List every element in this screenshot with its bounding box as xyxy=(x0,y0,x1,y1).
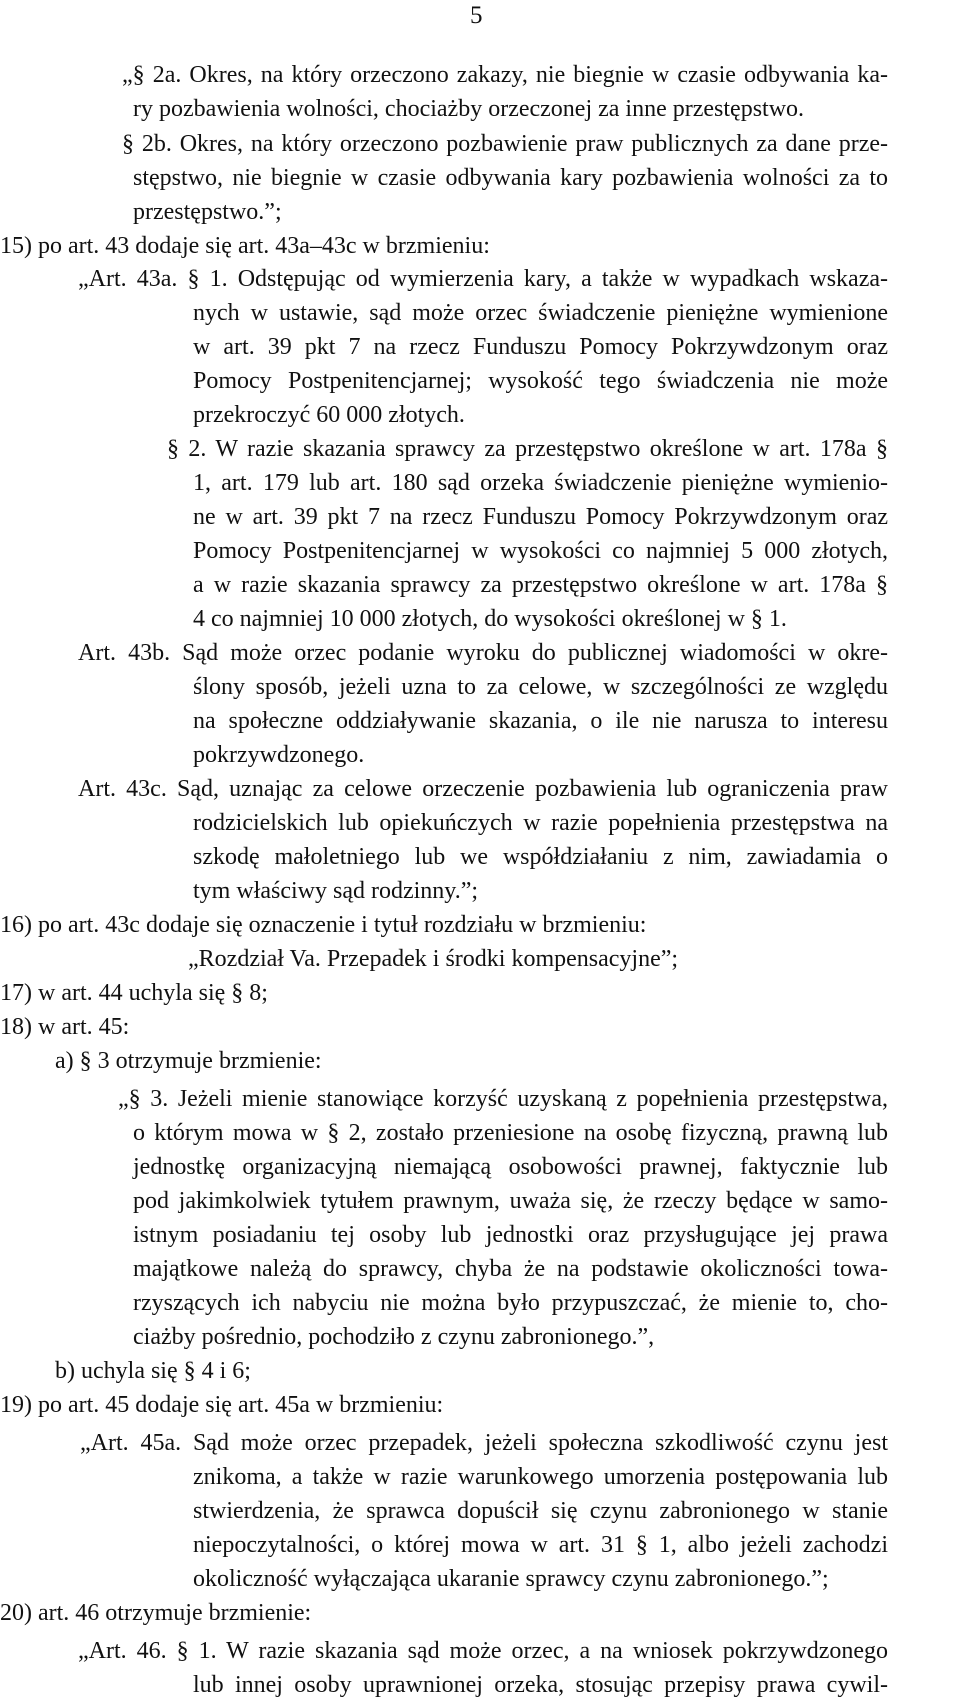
text-line: przekroczyć 60 000 złotych. xyxy=(193,402,465,428)
text-line: ślony sposób, jeżeli uzna to za celowe, w szczególności ze względu xyxy=(193,674,888,700)
text-line: przestępstwo.”; xyxy=(133,199,282,225)
text-line: 18) w art. 45: xyxy=(0,1014,130,1040)
text-line: majątkowe należą do sprawcy, chyba że na podstawie okoliczności towa- xyxy=(133,1256,888,1282)
text-line: pokrzywdzonego. xyxy=(193,742,365,768)
text-line: tym właściwy sąd rodzinny.”; xyxy=(193,878,479,904)
text-line: stępstwo, nie biegnie w czasie odbywania kary pozbawienia wolności za to xyxy=(133,165,888,191)
text-line: § 2b. Okres, na który orzeczono pozbawienie praw publicznych za dane prze- xyxy=(122,131,888,157)
text-line: Pomocy Postpenitencjarnej; wysokość tego świadczenia nie może xyxy=(193,368,888,394)
text-line: 1, art. 179 lub art. 180 sąd orzeka świadczenie pieniężne wymienio- xyxy=(193,470,888,496)
text-line: „Art. 46. § 1. W razie skazania sąd może orzec, a na wniosek pokrzywdzonego xyxy=(78,1638,888,1664)
text-line: 15) po art. 43 dodaje się art. 43a–43c w brzmieniu: xyxy=(0,233,490,259)
text-line: stwierdzenia, że sprawca dopuścił się czynu zabronionego w stanie xyxy=(193,1498,888,1524)
text-line: „Rozdział Va. Przepadek i środki kompensacyjne”; xyxy=(188,946,679,972)
text-line: „Art. 45a. Sąd może orzec przepadek, jeżeli społeczna szkodliwość czynu jest xyxy=(80,1430,888,1456)
text-line: b) uchyla się § 4 i 6; xyxy=(55,1358,251,1384)
text-line: a w razie skazania sprawcy za przestępstwo określone w art. 178a § xyxy=(193,572,888,598)
text-line: rzyszących ich nabyciu nie można było przypuszczać, że mienie to, cho- xyxy=(133,1290,888,1316)
text-line: rodzicielskich lub opiekuńczych w razie popełnienia przestępstwa na xyxy=(193,810,888,836)
text-line: niepoczytalności, o której mowa w art. 31 § 1, albo jeżeli zachodzi xyxy=(193,1532,888,1558)
text-line: ciażby pośrednio, pochodziło z czynu zabronionego.”, xyxy=(133,1324,655,1350)
text-line: szkodę małoletniego lub we współdziałaniu z nim, zawiadamia o xyxy=(193,844,888,870)
text-line: pod jakimkolwiek tytułem prawnym, uważa się, że rzeczy będące w samo- xyxy=(133,1188,888,1214)
page-number: 5 xyxy=(470,2,483,29)
text-line: okoliczność wyłączająca ukaranie sprawcy czynu zabronionego.”; xyxy=(193,1566,829,1592)
text-line: nych w ustawie, sąd może orzec świadczenie pieniężne wymienione xyxy=(193,300,888,326)
text-line: lub innej osoby uprawnionej orzeka, stosując przepisy prawa cywil- xyxy=(193,1672,888,1698)
text-line: 20) art. 46 otrzymuje brzmienie: xyxy=(0,1600,312,1626)
text-line: Art. 43b. Sąd może orzec podanie wyroku do publicznej wiadomości w okre- xyxy=(78,640,888,666)
text-line: w art. 39 pkt 7 na rzecz Funduszu Pomocy Pokrzywdzonym oraz xyxy=(193,334,888,360)
text-line: „Art. 43a. § 1. Odstępując od wymierzenia kary, a także w wypadkach wskaza- xyxy=(78,266,888,292)
text-line: „§ 3. Jeżeli mienie stanowiące korzyść uzyskaną z popełnienia przestępstwa, xyxy=(118,1086,888,1112)
text-line: 16) po art. 43c dodaje się oznaczenie i tytuł rozdziału w brzmieniu: xyxy=(0,912,647,938)
text-line: Pomocy Postpenitencjarnej w wysokości co najmniej 5 000 złotych, xyxy=(193,538,888,564)
text-line: Art. 43c. Sąd, uznając za celowe orzeczenie pozbawienia lub ograniczenia praw xyxy=(78,776,888,802)
text-line: ne w art. 39 pkt 7 na rzecz Funduszu Pomocy Pokrzywdzonym oraz xyxy=(193,504,888,530)
text-line: 19) po art. 45 dodaje się art. 45a w brzmieniu: xyxy=(0,1392,444,1418)
text-line: jednostkę organizacyjną niemającą osobowości prawnej, faktycznie lub xyxy=(133,1154,888,1180)
text-line: „§ 2a. Okres, na który orzeczono zakazy, nie biegnie w czasie odbywania ka- xyxy=(122,62,888,88)
text-line: a) § 3 otrzymuje brzmienie: xyxy=(55,1048,322,1074)
text-line: § 2. W razie skazania sprawcy za przestępstwo określone w art. 178a § xyxy=(167,436,888,462)
text-line: 17) w art. 44 uchyla się § 8; xyxy=(0,980,268,1006)
text-line: znikoma, a także w razie warunkowego umorzenia postępowania lub xyxy=(193,1464,888,1490)
text-line: 4 co najmniej 10 000 złotych, do wysokości określonej w § 1. xyxy=(193,606,787,632)
text-line: na społeczne oddziaływanie skazania, o ile nie narusza to interesu xyxy=(193,708,888,734)
text-line: o którym mowa w § 2, zostało przeniesione na osobę fizyczną, prawną lub xyxy=(133,1120,888,1146)
text-line: istnym posiadaniu tej osoby lub jednostki oraz przysługujące jej prawa xyxy=(133,1222,888,1248)
text-line: ry pozbawienia wolności, chociażby orzeczonej za inne przestępstwo. xyxy=(133,96,805,122)
